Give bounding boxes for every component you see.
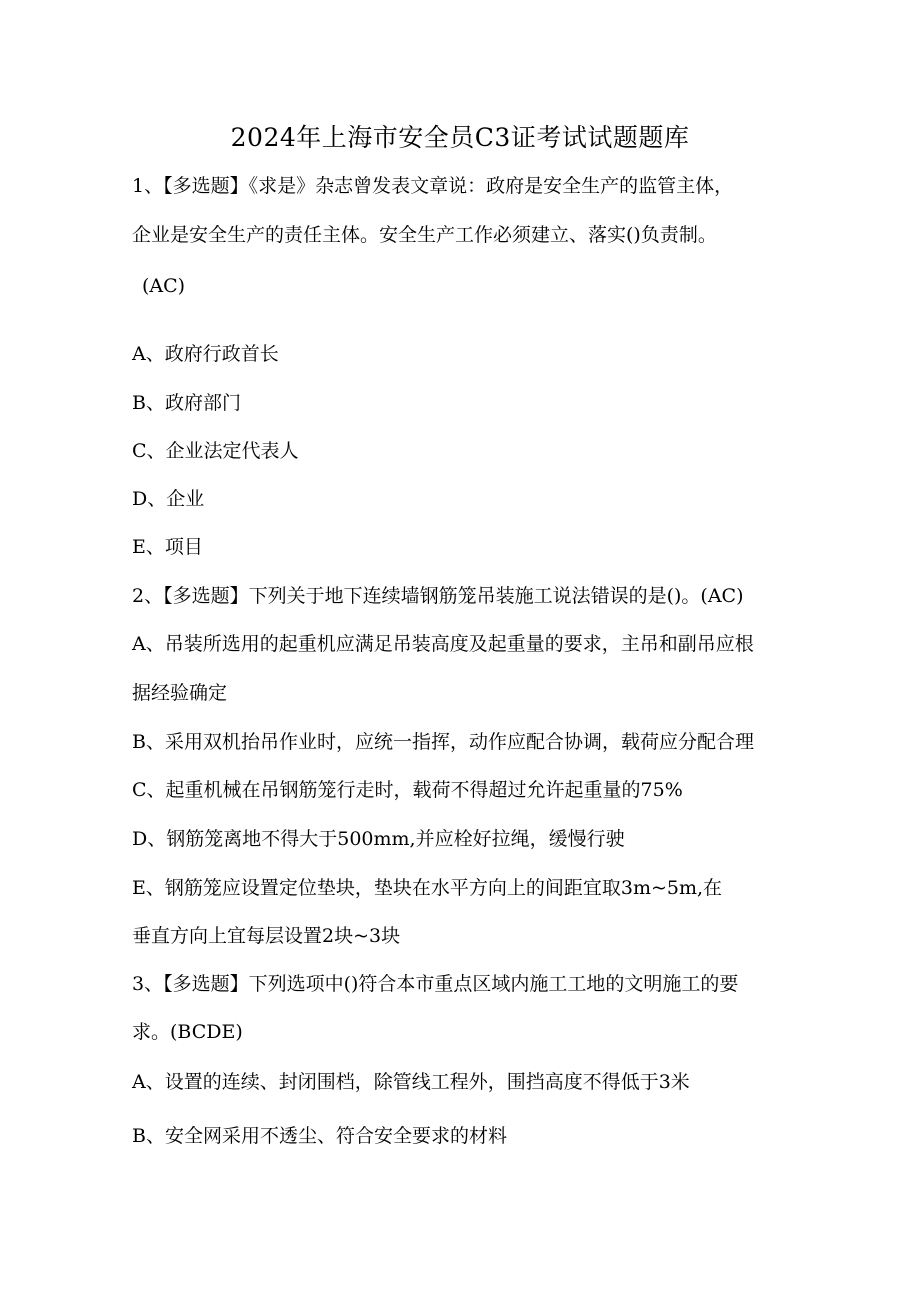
question-2-option-b: B、采用双机抬吊作业时，应统一指挥，动作应配合协调，载荷应分配合理 [132,731,754,753]
question-1-answer: (AC) [142,275,186,297]
question-2-option-e-line-1: E、钢筋笼应设置定位垫块，垫块在水平方向上的间距宜取3m~5m,在 [132,877,723,899]
question-2-option-e-line-2: 垂直方向上宜每层设置2块~3块 [132,925,401,947]
question-2-option-d: D、钢筋笼离地不得大于500mm,并应栓好拉绳，缓慢行驶 [132,828,625,850]
question-1-stem-line-2: 企业是安全生产的责任主体。安全生产工作必须建立、落实()负责制。 [132,224,717,246]
question-1-option-b: B、政府部门 [132,392,241,414]
question-1-option-c: C、企业法定代表人 [132,440,299,462]
document-title: 2024年上海市安全员C3证考试试题题库 [230,123,690,152]
question-3-option-a: A、设置的连续、封闭围档，除管线工程外，围挡高度不得低于3米 [132,1071,690,1093]
question-1-option-e: E、项目 [132,536,203,558]
question-1-stem-line-1: 1、【多选题】《求是》杂志曾发表文章说：政府是安全生产的监管主体， [132,175,734,197]
question-2-option-a-line-1: A、吊装所选用的起重机应满足吊装高度及起重量的要求，主吊和副吊应根 [132,633,754,655]
question-2-option-c: C、起重机械在吊钢筋笼行走时，载荷不得超过允许起重量的75% [132,779,683,801]
question-1-option-d: D、企业 [132,488,205,510]
question-2-stem: 2、【多选题】下列关于地下连续墙钢筋笼吊装施工说法错误的是()。(AC) [132,585,744,607]
question-2-option-a-line-2: 据经验确定 [132,682,228,704]
question-3-option-b: B、安全网采用不透尘、符合安全要求的材料 [132,1125,507,1147]
question-3-stem-line-2: 求。(BCDE) [132,1021,243,1043]
question-1-option-a: A、政府行政首长 [132,343,279,365]
question-3-stem-line-1: 3、【多选题】下列选项中()符合本市重点区域内施工工地的文明施工的要 [132,973,739,995]
